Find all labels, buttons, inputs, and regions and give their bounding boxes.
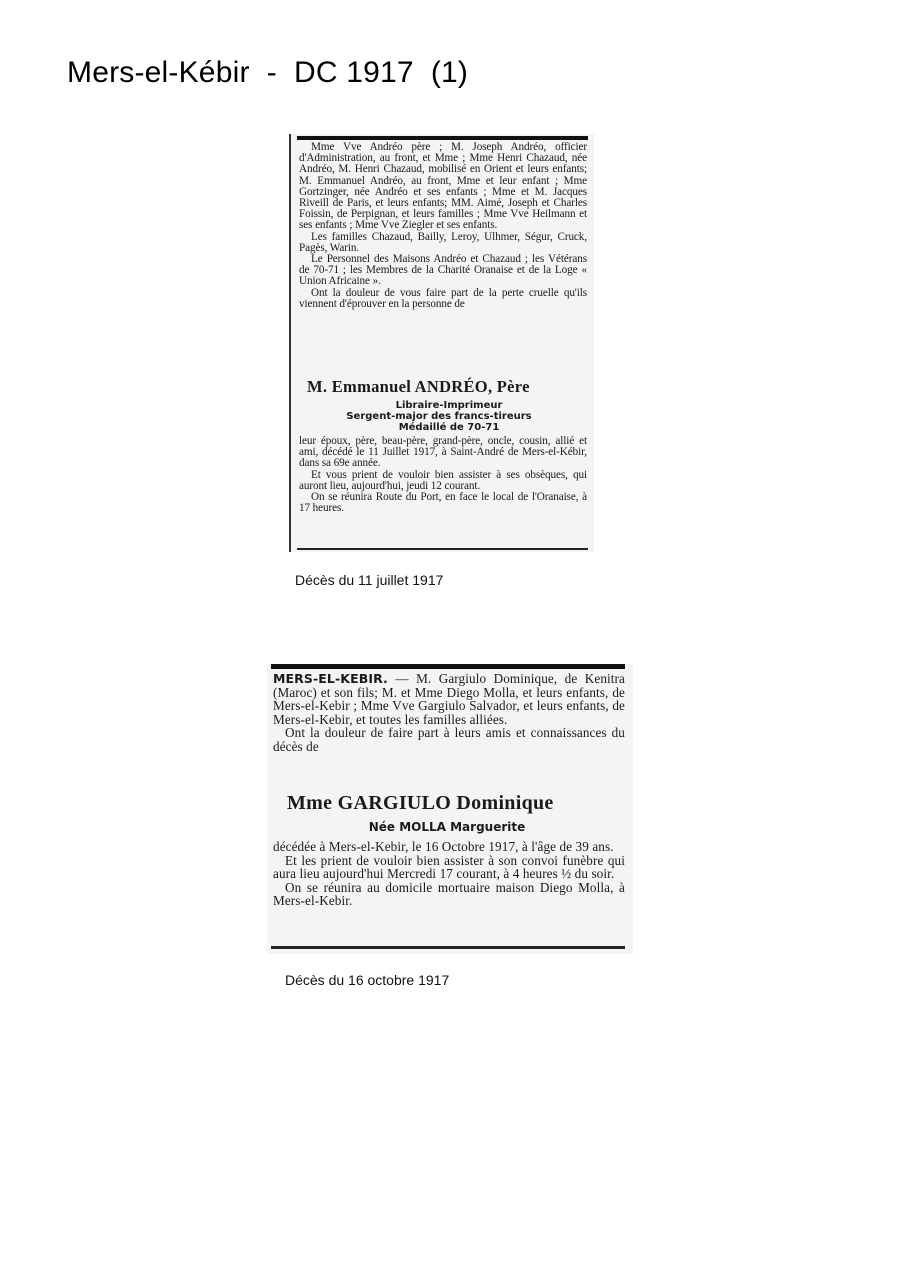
clipping-left-rule	[289, 134, 291, 552]
clipping-upper-text	[273, 672, 625, 753]
newspaper-clipping-gargiulo	[267, 664, 633, 954]
town-lead: MERS-EL-KEBIR.	[273, 671, 388, 686]
deceased-name: Mme GARGIULO Dominique	[287, 792, 554, 814]
title-medal: Médaillé de 70-71	[398, 422, 500, 433]
details-paragraph: décédée à Mers-el-Kebir, le 16 Octobre 1917, à l'âge de 39 ans.	[273, 839, 614, 854]
deceased-name: M. Emmanuel ANDRÉO, Père	[307, 377, 530, 396]
title-rank: Sergent-major des francs-tireurs	[346, 411, 532, 422]
clipping-bottom-rule	[297, 548, 588, 550]
page-title: Mers-el-Kébir - DC 1917 (1)	[67, 56, 469, 89]
meeting-paragraph: On se réunira Route du Port, en face le local de l'Oranaise, à 17 heures.	[299, 491, 587, 515]
staff-paragraph: Le Personnel des Maisons Andréo et Chazaud ; les Vétérans de 70-71 ; les Membres de la Charité Oranaise et de la Loge « Union Africaine ».	[299, 253, 587, 288]
clipping-top-rule	[271, 664, 625, 669]
families-paragraph: Mme Vve Andréo père ; M. Joseph Andréo, officier d'Administration, au front, et Mme ; Mme Henri Chazaud, née Andréo, M. Henri Chazaud, mobilisé en Orient et leurs enfants; M. Emmanuel Andréo, au front, Mme et leur enfant ; Mme Gortzinger, née Andréo et ses enfants ; Mme et M. Jacques Riveill de Paris, et leurs enfants; MM. Aimé, Joseph et Charles Foissin, de Perpignan, et leurs familles ; Mme Vve Heilmann et ses enfants ; Mme Vve Ziegler et ses enfants.	[299, 141, 587, 232]
families-paragraph: MERS-EL-KEBIR. — M. Gargiulo Dominique, de Kenitra (Maroc) et son fils; M. et Mme Diego Molla, et leurs enfants, de Mers-el-Kebir ; Mme Vve Gargiulo Salvador, et leurs enfants, de Mers-el-Kebir, et toutes les familles alliées.	[273, 671, 625, 727]
caption-andreo: Décès du 11 juillet 1917	[295, 572, 444, 588]
announce-paragraph: Ont la douleur de vous faire part de la perte cruelle qu'ils viennent d'éprouver en la personne de	[299, 286, 587, 310]
meeting-paragraph: On se réunira au domicile mortuaire maison Diego Molla, à Mers-el-Kebir.	[273, 879, 625, 908]
clipping-lower-text	[299, 436, 587, 514]
title-profession: Libraire-Imprimeur	[395, 400, 503, 411]
newspaper-clipping-andreo	[289, 134, 594, 552]
clipping-lower-text	[273, 840, 625, 908]
clipping-bottom-rule	[271, 946, 625, 949]
announce-paragraph: Ont la douleur de faire part à leurs amis et connaissances du décès de	[273, 725, 625, 754]
clipping-upper-text	[299, 142, 587, 310]
details-paragraph: leur époux, père, beau-père, grand-père, oncle, cousin, allié et ami, décédé le 11 Juillet 1917, à Saint-André de Mers-el-Kébir, dans sa 69e année.	[299, 435, 587, 470]
request-paragraph: Et les prient de vouloir bien assister à son convoi funèbre qui aura lieu aujourd'hui Mercredi 17 courant, à 4 heures ½ du soir.	[273, 852, 625, 881]
caption-gargiulo: Décès du 16 octobre 1917	[285, 972, 450, 988]
families2-paragraph: Les familles Chazaud, Bailly, Leroy, Ulhmer, Ségur, Cruck, Pagès, Warin.	[299, 230, 587, 254]
maiden-name: Née MOLLA Marguerite	[368, 820, 526, 834]
request-paragraph: Et vous prient de vouloir bien assister à ses obsèques, qui auront lieu, aujourd'hui, jeudi 12 courant.	[299, 468, 587, 492]
clipping-top-rule	[297, 136, 588, 140]
